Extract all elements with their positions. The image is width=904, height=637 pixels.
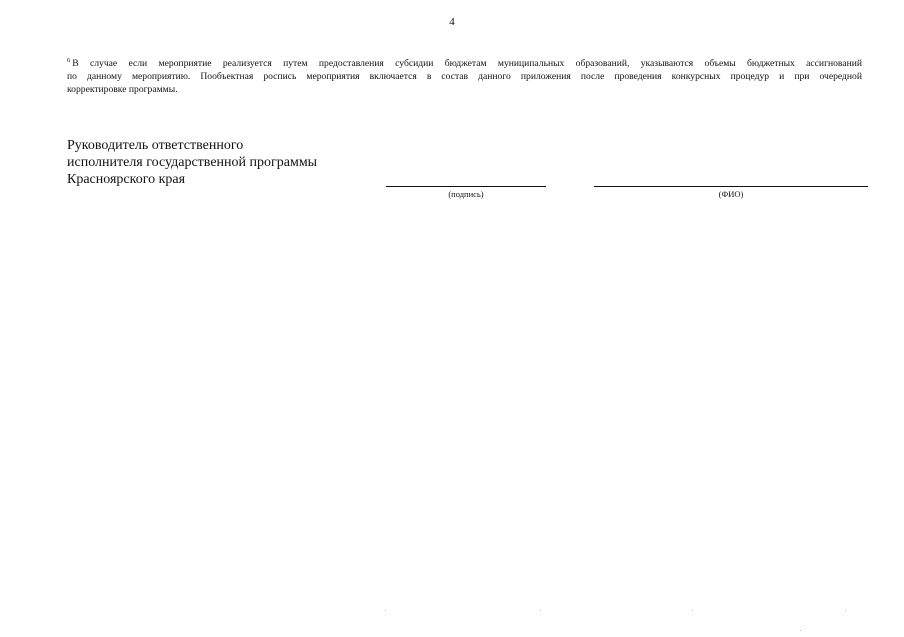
scan-artifact: [800, 630, 801, 631]
scan-artifact: [692, 610, 693, 611]
footnote-line-3: корректировке программы.: [67, 84, 178, 95]
signatory-line-3: Красноярского края: [67, 172, 186, 187]
footnote-marker: 6: [67, 57, 71, 64]
scan-artifact: [540, 610, 541, 611]
scan-artifact: [845, 610, 846, 611]
footnote: [67, 54, 862, 96]
footnote-line-1: [67, 54, 862, 70]
signatory-line-2: исполнителя государственной программы: [67, 155, 318, 170]
page-number: 4: [449, 16, 455, 28]
footnote-line-2: по данному мероприятию. Пообъектная роспись мероприятия включается в состав данного приложения после проведения конкурсных процедур и при очередной: [67, 71, 862, 82]
signatory-title: [67, 137, 317, 188]
fio-caption: (ФИО): [718, 189, 744, 199]
footnote-line-1-text: В случае если мероприятие реализуется путем предоставления субсидии бюджетам муниципальных образований, указываются объемы бюджетных ассигнований: [72, 58, 862, 69]
signatory-line-1: Руководитель ответственного: [67, 138, 244, 153]
fio-line: [594, 186, 868, 199]
signature-caption: (подпись): [448, 189, 484, 199]
scan-artifact: [385, 610, 386, 611]
signature-line: [386, 186, 546, 199]
